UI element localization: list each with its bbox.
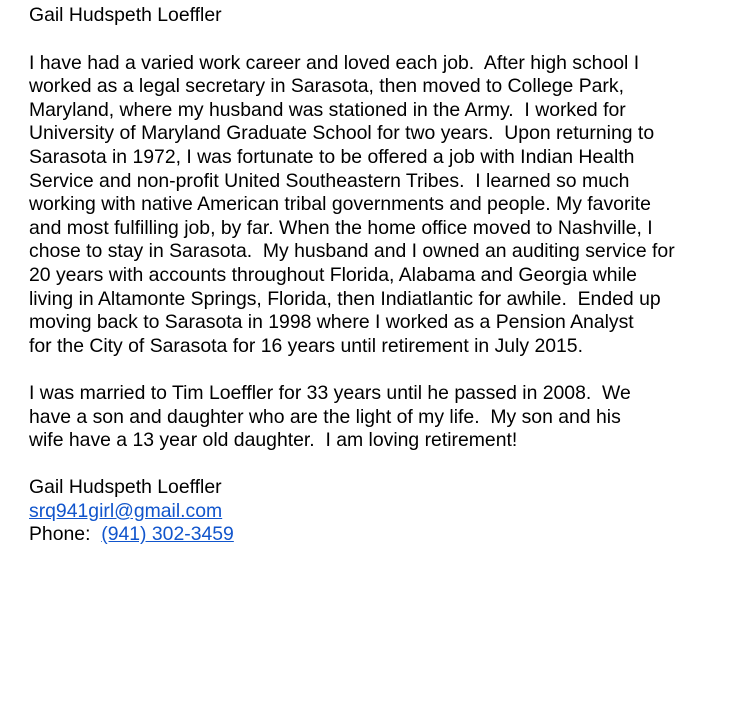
text-line: Sarasota in 1972, I was fortunate to be offered a job with Indian Health [29,145,635,168]
phone-line [29,523,729,547]
document-body [29,4,729,547]
text-line: Maryland, where my husband was stationed in the Army. I worked for [29,98,626,121]
text-line: living in Altamonte Springs, Florida, then Indiatlantic for awhile. Ended up [29,287,661,310]
email-link[interactable]: srq941girl@gmail.com [29,499,223,522]
signature-name: Gail Hudspeth Loeffler [29,476,222,499]
text-line: chose to stay in Sarasota. My husband and I owned an auditing service for [29,240,675,263]
text-line: wife have a 13 year old daughter. I am loving retirement! [29,429,518,452]
signature-block [29,476,729,547]
paragraph-gap [29,28,729,52]
paragraph-gap [29,358,729,382]
phone-link[interactable]: (941) 302-3459 [101,523,234,546]
text-line: working with native American tribal governments and people. My favorite [29,193,651,216]
phone-label: Phone: [29,523,102,546]
paragraph-gap [29,453,729,477]
email-line [29,500,729,524]
text-line: worked as a legal secretary in Sarasota, then moved to College Park, [29,75,624,98]
text-line: University of Maryland Graduate School for two years. Upon returning to [29,122,655,145]
text-line: moving back to Sarasota in 1998 where I worked as a Pension Analyst [29,311,634,334]
paragraph-family [29,382,729,453]
text-line: for the City of Sarasota for 16 years until retirement in July 2015. [29,334,583,357]
text-line: I have had a varied work career and loved each job. After high school I [29,51,640,74]
text-line: I was married to Tim Loeffler for 33 years until he passed in 2008. We [29,381,631,404]
text-line: have a son and daughter who are the light of my life. My son and his [29,405,621,428]
paragraph-career [29,52,729,359]
text-line: and most fulfilling job, by far. When the home office moved to Nashville, I [29,216,653,239]
text-line: 20 years with accounts throughout Florida, Alabama and Georgia while [29,263,637,286]
text-line: Service and non-profit United Southeastern Tribes. I learned so much [29,169,630,192]
heading-name: Gail Hudspeth Loeffler [29,4,222,26]
